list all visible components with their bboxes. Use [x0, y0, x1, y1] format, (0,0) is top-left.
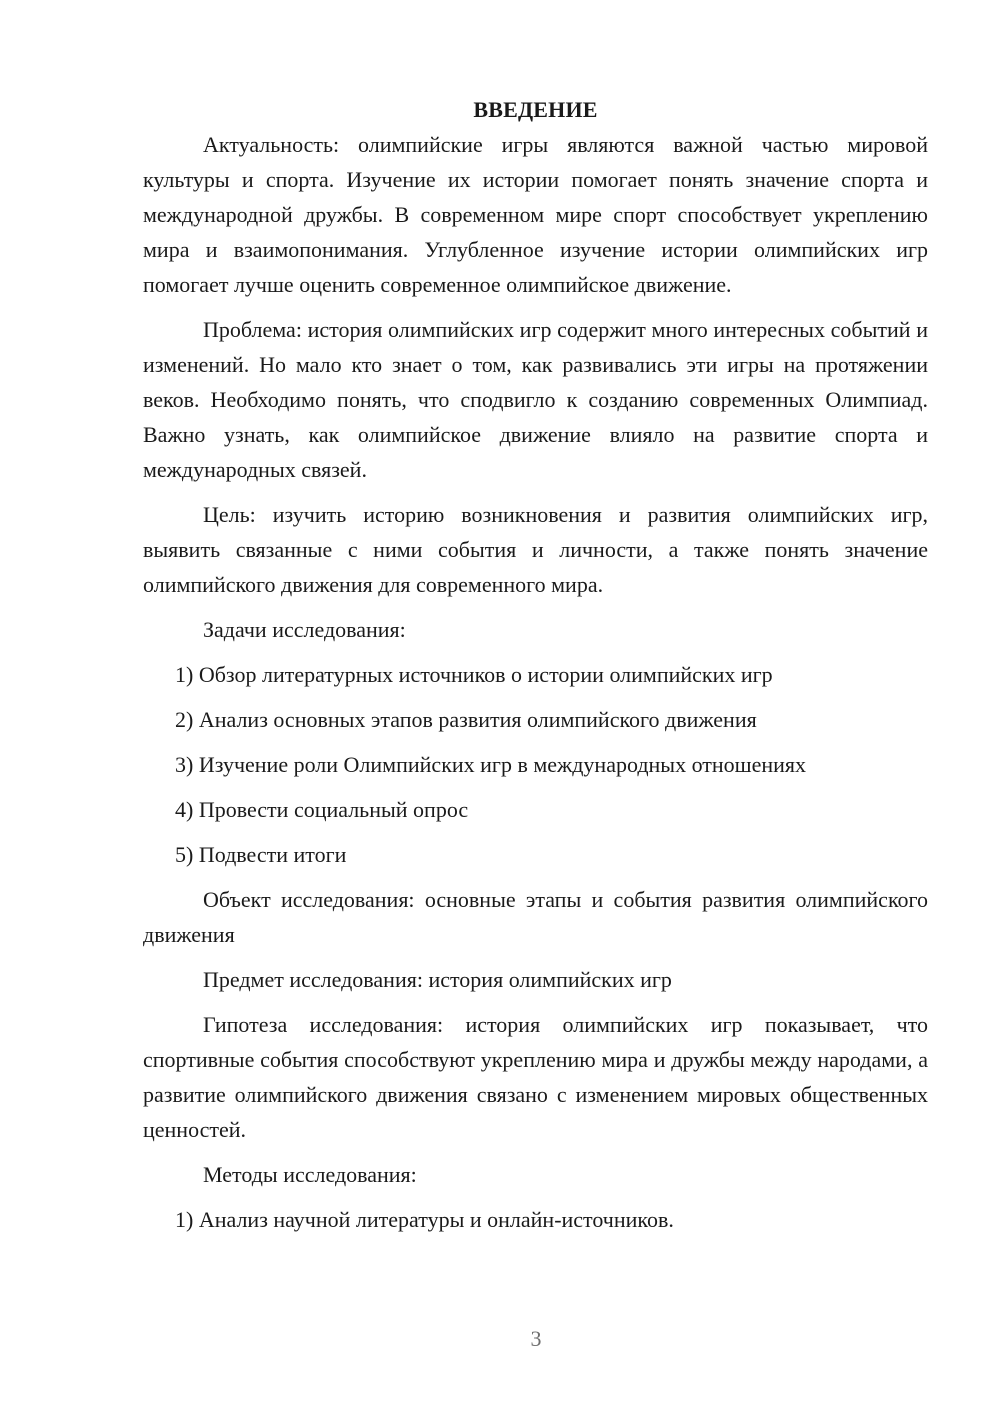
paragraph-problem: Проблема: история олимпийских игр содержит много интересных событий и изменений. Но мало кто знает о том, как развивались эти игры на протяжении веков. Необходимо понять, что сподвигло к созданию современных Олимпиад. Важно узнать, как олимпийское движение влияло на развитие спорта и международных связей.	[143, 317, 928, 482]
list-item: 2) Анализ основных этапов развития олимпийского движения	[175, 707, 757, 732]
page-content	[143, 92, 928, 1247]
paragraph-object: Объект исследования: основные этапы и события развития олимпийского движения	[143, 887, 928, 947]
paragraph-hypothesis: Гипотеза исследования: история олимпийских игр показывает, что спортивные события способствуют укреплению мира и дружбы между народами, а развитие олимпийского движения связано с изменением мировых общественных ценностей.	[143, 1012, 928, 1142]
methods-label: Методы исследования:	[203, 1162, 417, 1187]
paragraph-subject: Предмет исследования: история олимпийских игр	[203, 967, 672, 992]
list-item: 1) Анализ научной литературы и онлайн-источников.	[175, 1207, 674, 1232]
page-number: 3	[530, 1326, 542, 1351]
tasks-label: Задачи исследования:	[203, 617, 406, 642]
paragraph-goal: Цель: изучить историю возникновения и развития олимпийских игр, выявить связанные с ними события и личности, а также понять значение олимпийского движения для современного мира.	[143, 502, 928, 597]
list-item: 1) Обзор литературных источников о истории олимпийских игр	[175, 662, 773, 687]
paragraph-relevance: Актуальность: олимпийские игры являются важной частью мировой культуры и спорта. Изучение их истории помогает понять значение спорта и международной дружбы. В современном мире спорт способствует укреплению мира и взаимопонимания. Углубленное изучение истории олимпийских игр помогает лучше оценить современное олимпийское движение.	[143, 132, 928, 297]
methods-list	[143, 1202, 928, 1237]
list-item: 4) Провести социальный опрос	[175, 797, 469, 822]
list-item: 3) Изучение роли Олимпийских игр в международных отношениях	[175, 752, 807, 777]
list-item: 5) Подвести итоги	[175, 842, 347, 867]
page-title: ВВЕДЕНИЕ	[473, 97, 598, 122]
tasks-list	[143, 657, 928, 872]
